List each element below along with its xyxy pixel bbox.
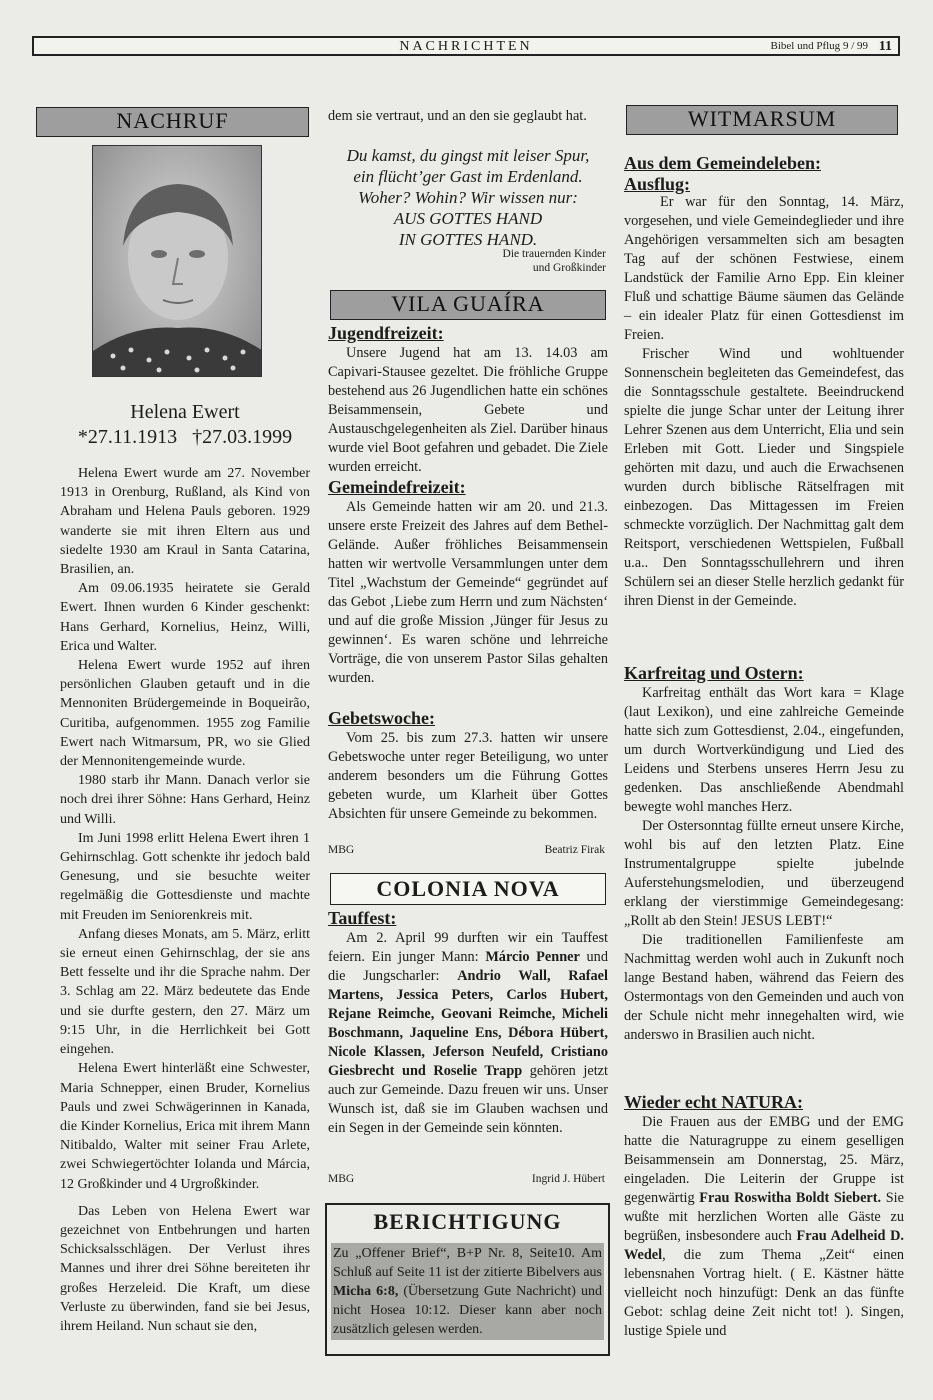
page-number: 11 [878,39,892,54]
paragraph [328,929,608,1138]
witmarsum-paragraph [624,1113,904,1341]
subheading: Wieder echt NATURA: [624,1092,803,1112]
issue-number: 9 / 99 [842,40,868,52]
signature [440,247,606,275]
witmarsum-paragraph [624,684,904,1045]
subheading: Karfreitag und Ostern: [624,663,804,683]
witmarsum-paragraph [624,193,904,611]
paragraph: Helena Ewert hinterläßt eine Schwester, Maria Schnepper, einen Bruder, Kornelius Pauls und zwei Schwägerinnen in Kanada, die Kinder Kornelius, Erica mit ihrem Mann Nitibaldo, Walter mit seiner Frau Arlete, zwei Schwiegertöchter Iolanda und Márcia, 12 Großkinder und 4 Urgroßkinder. [60,1061,310,1192]
text: Die Frauen aus der EMBG und der EMG hatte die Naturagruppe zu einem geselligen Beisammensein am Donnerstag, 25. März, eingeladen. Die Leiterin der Gruppe ist gegenwärtig [624,1114,904,1206]
subheading: Jugendfreizeit: [328,323,444,343]
subheading: Gemeindefreizeit: [328,477,466,497]
paragraph: Karfreitag enthält das Wort kara = Klage (laut Lexikon), und eine zahlreiche Gemeinde hatte sich zum Gottesdienst, 2.04., eingefunden, um durch Wortverkündigung und Lied des Leidens und Sterbens unseres Herrn Jesu zu gedenken. Das anschließende Abendmahl bewegte wohl manches Herz. [624,685,904,815]
paragraph: Das Leben von Helena Ewert war gezeichnet von Entbehrungen und harten Schicksalsschlägen. Der Verlust ihres Mannes und ihrer drei Söhne bereiteten ihr großes Herzeleid. Die Kraft, um diese Verluste zu überwinden, fand sie bei Jesus, ihrem Heiland. Nun schaut sie den, [60,1203,310,1334]
paragraph: Der Ostersonntag füllte erneut unsere Kirche, wohl bis auf den letzten Platz. Eine Instrumentalgruppe spielte jubelnde Auferstehungsmelodien, und überzeugend erklang der vierstimmige Gemeindegesang: „Rollt ab den Stein! JESUS LEBT!“ [624,818,904,929]
source-label: MBG [328,844,355,856]
deceased-name: Helena Ewert [130,401,240,423]
portrait-photo [92,145,262,377]
paragraph: Am 09.06.1935 heiratete sie Gerald Ewert. Ihnen wurden 6 Kinder geschenkt: Hans Gerhard, Kornelius, Heinz, Willi, Erica und Walter. [60,581,310,654]
paragraph [624,1113,904,1341]
subheading: Ausflug: [624,174,691,194]
baptized-name: Márcio Penner [485,949,580,965]
baptized-names: Andrio Wall, Rafael Martens, Jessica Peters, Carlos Hubert, Rejane Reimche, Geovani Reimche, Micheli Boschmann, Jaqueline Ens, Débora Hübert, Nicole Klassen, Jeferson Neufeld, Cristiano Giesbrecht und Roselie Trapp [328,968,608,1079]
correction-box [325,1203,610,1356]
vila-guaira-heading: VILA GUAÍRA [330,290,606,320]
paragraph: Frischer Wind und wohltuender Sonnenschein begleiteten das Gemeindefest, das die Sonntagsschule gestaltete. Beeindruckend spielte die junge Schar unter der Leitung ihrer Lehrer Szenen aus dem Unterricht, Elia und sein Erleben mit Gott. Lieder und Singspiele gehörten mit dazu, und auch die Erwachsenen wurden durch biblische Rätselfragen mit einbezogen. Das Mittagessen im Freien schmeckte vorzüglich. Der Nachmittag galt dem Reitsport, verschiedenen Wettspielen, Fußball u.a.. Den Sonntagsschullehrern und ihren Schülern sei an dieser Stelle herzlich gedankt für ihren Dienst in der Gemeinde. [624,346,904,609]
text: Am 2. April 99 durften wir ein Tauffest feiern. Ein junger Mann: [328,930,608,965]
witmarsum-heading: WITMARSUM [626,105,898,135]
publication-name: Bibel und Pflug [770,40,841,52]
paragraph: Als Gemeinde hatten wir am 20. und 21.3. unsere erste Freizeit des Jahres auf dem Bethel-Gelände. Außer fröhliches Beisammensein hatten wir wertvolle Versammlungen unter dem Titel „Wachstum der Gemeinde“ gegründet auf das Gebot ‚Liebe zum Herrn und zum Nächsten‘ und auf die große Mission ‚Jünger für Jesus zu gewinnen‘. Es waren schöne und lehrreiche Vorträge, die von unserem Pastor Silas gehalten wurden. [328,499,608,686]
vila-paragraph [328,344,608,477]
paragraph: Unsere Jugend hat am 13. 14.03 am Capivari-Stausee gezeltet. Die fröhliche Gruppe bestehend aus 26 Jugendlichen hatte ein schönes Beisammensein, Gebete und Austauschgelegenheiten als Ziel. Darüber hinaus wurde viel Boot gefahren und gebadet. Die Ziele wurden erreicht. [328,345,608,475]
correction-heading: BERICHTIGUNG [373,1209,562,1234]
paragraph: Helena Ewert wurde am 27. November 1913 in Orenburg, Rußland, als Kind von Abraham und Helena Pauls geboren. 1929 wanderte sie mit ihren Eltern aus und siedelte 1930 am Kraul in Santa Catarina, Brasilien, an. [60,466,310,578]
poem-line: Woher? Wohin? Wir wissen nur: [358,188,578,207]
publication-info [771,39,868,54]
text: , die zum Thema „Zeit“ einen lebensnahen Vortrag hielt. ( E. Kästner hätte vielleicht noch hinzufügt: Denk an das fünfte Gebot: schlag deine Zeit nicht tot! ). Singen, lustige Spiele und [624,1247,904,1339]
text: Sie wußte mit herzlichen Worten alle Gäste zu begrüßen, insbesondere auch [624,1190,904,1244]
life-dates: *27.11.1913 †27.03.1999 [77,426,293,448]
nachruf-heading: NACHRUF [36,107,309,137]
poem-line: ein flücht’ger Gast im Erdenland. [353,167,583,186]
signature-line: und Großkinder [532,262,606,274]
nachruf-body [60,464,310,1336]
memorial-poem [328,145,608,250]
vila-paragraph [328,498,608,688]
subheading: Gebetswoche: [328,708,435,728]
person-name: Frau Roswitha Boldt Siebert. [699,1190,882,1206]
page-header [32,36,900,56]
signature-line: Die trauernden Kinder [502,248,606,260]
author-name: Beatriz Firak [544,844,605,856]
bible-reference: Micha 6:8, [333,1284,399,1299]
text: Zu „Offener Brief“, B+P Nr. 8, Seite10. Am Schluß auf Seite 11 ist der zitierte Bibelvers aus [333,1246,602,1280]
colonia-paragraph [328,929,608,1138]
nachruf-continuation: dem sie vertraut, und an den sie geglaubt hat. [328,108,587,124]
poem-line: IN GOTTES HAND. [398,230,538,249]
poem-line: AUS GOTTES HAND [393,209,543,228]
paragraph: Helena Ewert wurde 1952 auf ihren persönlichen Glauben getauft und in die Mennoniten Brüdergemeinde in Boqueirão, Curitiba, aufgenommen. 1955 zog Familie Ewert nach Witmarsum, PR, wo sie Glied der Mennonitengemeinde wurde. [60,658,310,770]
subheading: Tauffest: [328,908,397,928]
paragraph: Im Juni 1998 erlitt Helena Ewert ihren 1 Gehirnschlag. Gott schenkte ihr jedoch bald Genesung, und sie besuchte weiter regelmäßig die Gottesdienste und machte mit Freuden im Seniorenkreis mit. [60,830,310,923]
poem-line: Du kamst, du gingst mit leiser Spur, [346,146,590,165]
paragraph: Die traditionellen Familienfeste am Nachmittag werden wohl auch in Zukunft noch lange Bestand haben, während das Feiern des Ostermontags von den Gemeinden und auch von der Schule nicht mehr innegehalten wird, wie anderswo in Brasilien auch nicht. [624,932,904,1043]
subheading: Aus dem Gemeindeleben: [624,153,821,173]
section-title: NACHRICHTEN [399,39,533,54]
correction-text [331,1243,604,1340]
colonia-nova-heading: COLONIA NOVA [330,873,606,905]
paragraph: Vom 25. bis zum 27.3. hatten wir unsere Gebetswoche unter reger Beteiligung, wo unter anderem besonders um die Führung Gottes gebeten wurde, um Klarheit über Gottes Absichten für unsere Gemeinde zu bekommen. [328,730,608,822]
paragraph: Er war für den Sonntag, 14. März, vorgesehen, und viele Gemeindeglieder und ihre Angehörigen versammelten sich am besagten Tag auf der schönen Festwiese, einem Landstück der Familie Arno Epp. Ein kleiner Fluß und schattige Bäume säumen das Gelände – ein idealer Platz für einen Gottesdienst im Freien. [624,194,904,343]
paragraph: 1980 starb ihr Mann. Danach verlor sie noch drei ihrer Söhne: Hans Gerhard, Heinz und Willi. [60,773,310,827]
author-name: Ingrid J. Hübert [531,1173,605,1185]
vila-paragraph [328,729,608,824]
text: gehören jetzt auch zur Gemeinde. Dazu freuen wir uns. Unser Wunsch ist, daß sie im Glauben wachsen und ein Segen in der Gemeinde sein könnten. [328,1063,608,1136]
text: (Übersetzung Gute Nachricht) und nicht Hosea 10:12. Dieser kann aber noch zusätzlich gelesen werden. [333,1284,603,1337]
text: und die Jungscharler: [328,949,608,984]
source-label: MBG [328,1173,355,1185]
person-name: Frau Adelheid D. Wedel [624,1228,904,1263]
paragraph: Anfang dieses Monats, am 5. März, erlitt sie erneut einen Gehirnschlag, der sie ans Bett fesselte und ihr die Sprache nahm. Der 3. Schlag am 22. März bedeutete das Ende und sie durfte gestern, den 27. März um 9:15 Uhr, in die Herrlichkeit bei Gott eingehen. [60,926,310,1058]
